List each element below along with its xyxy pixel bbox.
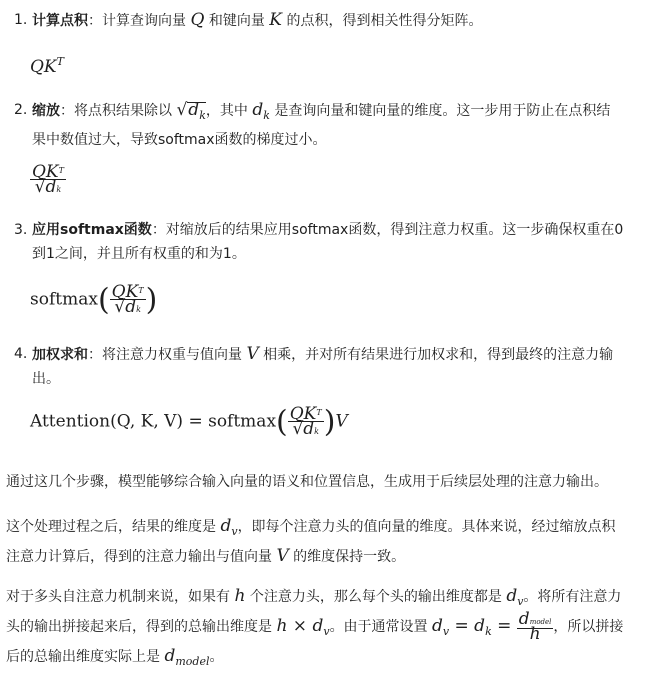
- formula-scaled: $\frac{QK^T}{√dk}$: [32, 162, 64, 197]
- dimension-paragraph: 这个处理过程之后，结果的维度是 $d_v$，即每个注意力头的值向量的维度。具体来说，经过缩放点积 注意力计算后，得到的注意力输出与值向量 V 的维度保持一致。: [6, 516, 616, 566]
- step-3: 3. 应用softmax函数：对缩放后的结果应用softmax函数，得到注意力权重。这一步确保权重在0 到1之间，并且所有权重的和为1。: [14, 218, 665, 266]
- step-number: 1.: [14, 12, 28, 28]
- step-2: 2. 缩放：将点积结果除以 $√d_k$，其中 $d_k$ 是查询向量和键向量的维度。这一步用于防止在点积结 果中数值过大，导致softmax函数的梯度过小。: [14, 100, 611, 148]
- formula-attention: Attention(Q, K, V) = softmax( $\frac{QK^T}{√dk}$ )V: [30, 404, 348, 440]
- step-4: 4. 加权求和：将注意力权重与值向量 V 相乘，并对所有结果进行加权求和，得到最终的注意力输 出。: [14, 344, 614, 387]
- formula-qkt: $QK^T$: [30, 55, 64, 77]
- step-title: 加权求和: [32, 347, 88, 363]
- step-number: 2.: [14, 102, 28, 118]
- step-number: 4.: [14, 346, 28, 362]
- summary-paragraph: 通过这几个步骤，模型能够综合输入向量的语义和位置信息，生成用于后续层处理的注意力输出。: [6, 474, 608, 490]
- formula-softmax: softmax( $\frac{QK^T}{√dk}$ ): [30, 282, 158, 318]
- step-title: 缩放: [32, 103, 60, 119]
- step-title: 应用softmax函数: [32, 222, 152, 238]
- multihead-paragraph: 对于多头自注意力机制来说，如果有 h 个注意力头，那么每个头的输出维度都是 $d_v$。将所有注意力 头的输出拼接起来后，得到的总输出维度是 $h \times d_v$。由于通常设置 $d_v = d_k$ = $\frac{\text{dmodel}}{h}$ ，所以拼接 后的总输出维度实际上是 $d_{model}$。: [6, 586, 624, 668]
- step-number: 3.: [14, 222, 28, 238]
- step-title: 计算点积: [32, 13, 88, 29]
- step-1: 1. 计算点积：计算查询向量 Q 和键向量 K 的点积，得到相关性得分矩阵。: [14, 10, 483, 30]
